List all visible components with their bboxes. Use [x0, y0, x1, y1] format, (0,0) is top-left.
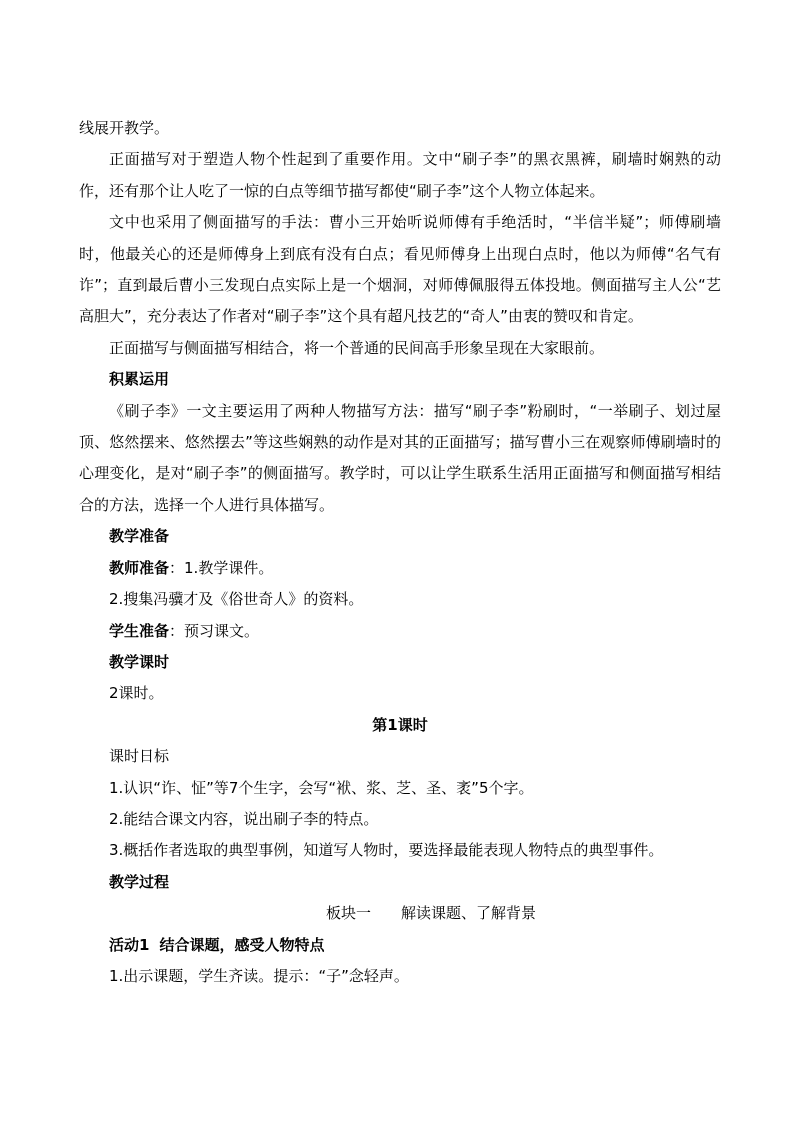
- teacher-prep-line: [79, 553, 721, 584]
- section-heading-prep: 教学准备: [109, 527, 170, 546]
- goal-item: 1.认识“诈、怔”等7个生字，会写“袱、浆、芝、圣、袤”5个字。: [109, 778, 534, 797]
- teacher-prep-text: ：1.教学课件。: [169, 558, 274, 577]
- section-heading-jilei: 积累运用: [109, 370, 170, 389]
- paragraph-jilei: 《刷子李》一文主要运用了两种人物描写方法：描写“刷子李”粉刷时，“一举刷子、划过屋顶、悠然摆来、悠然摆去”等这些娴熟的动作是对其的正面描写；描写曹小三在观察师傅刷墙时的心理变化，是对“刷子李”的侧面描写。教学时，可以让学生联系生活用正面描写和侧面描写相结合的方法，选择一个人进行具体描写。: [79, 401, 721, 514]
- teacher-prep-label: 教师准备: [109, 558, 170, 577]
- goals-heading: 课时日标: [109, 747, 170, 766]
- paragraph-combined-description: 正面描写与侧面描写相结合，将一个普通的民间高手形象呈现在大家眼前。: [109, 338, 605, 357]
- paragraph-continuation: 线展开教学。: [79, 119, 170, 137]
- paragraph-indirect-description: 文中也采用了侧面描写的手法：曹小三开始听说师傅有手绝活时，“半信半疑”；师傅刷墙时，他最关心的还是师傅身上到底有没有白点；看见师傅身上出现白点时，他以为师傅“名气有诈”；直到最后曹小三发现白点实际上是一个烟洞，对师傅佩服得五体投地。侧面描写主人公“艺高胆大”，充分表达了作者对“刷子李”这个具有超凡技艺的“奇人”由衷的赞叹和肯定。: [79, 213, 721, 326]
- paragraph-direct-description: 正面描写对于塑造人物个性起到了重要作用。文中“刷子李”的黑衣黑裤，刷墙时娴熟的动作，还有那个让人吃了一惊的白点等细节描写都使“刷子李”这个人物立体起来。: [79, 150, 721, 200]
- goal-item: 3.概括作者选取的典型事例，知道写人物时，要选择最能表现人物特点的典型事件。: [109, 841, 664, 860]
- lesson-title: 第1课时: [372, 715, 428, 734]
- step-item: 1.出示课题，学生齐读。提示：“子”念轻声。: [109, 966, 409, 985]
- student-prep-text: ：预习课文。: [169, 621, 260, 640]
- activity-heading: [79, 930, 721, 961]
- student-prep-label: 学生准备: [109, 621, 170, 640]
- student-prep-line: [79, 616, 721, 647]
- goal-item: 2.能结合课文内容，说出刷子李的特点。: [109, 809, 379, 828]
- teacher-prep-item: 2.搜集冯骥才及《俗世奇人》的资料。: [109, 590, 364, 609]
- block-label: 板块一: [325, 904, 371, 923]
- hours-text: 2课时。: [109, 684, 164, 703]
- block-heading: [79, 898, 721, 929]
- activity-label: 活动1: [109, 935, 150, 954]
- document-page: [79, 113, 721, 992]
- section-heading-hours: 教学课时: [109, 652, 170, 671]
- process-heading: 教学过程: [109, 872, 170, 891]
- block-title: 解读课题、了解背景: [401, 904, 537, 923]
- activity-title: 结合课题，感受人物特点: [159, 935, 325, 954]
